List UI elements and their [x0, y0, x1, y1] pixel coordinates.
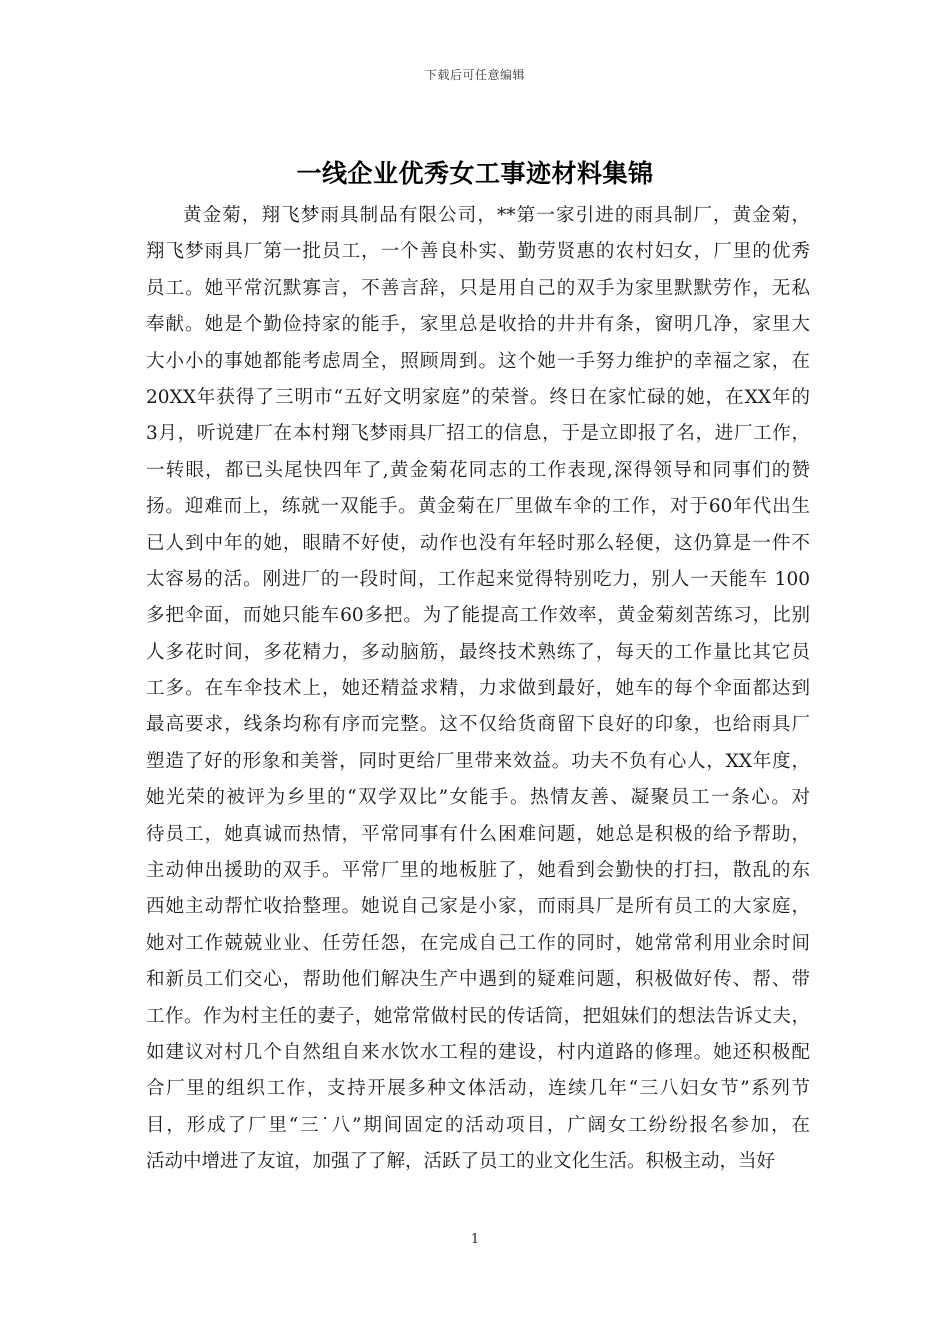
text-line: 主动伸出援助的双手。平常厂里的地板脏了，她看到会勤快的打扫，散乱的东: [146, 860, 810, 882]
text-line: 她光荣的被评为乡里的“双学双比”女能手。热情友善、凝聚员工一条心。对: [146, 787, 810, 809]
text-line: 人多花时间，多花精力，多动脑筋，最终技术熟练了，每天的工作量比其它员: [146, 641, 810, 663]
text-line: 待员工，她真诚而热情，平常同事有什么困难问题，她总是积极的给予帮助，: [146, 823, 810, 845]
text-line: 太容易的活。刚进厂的一段时间，工作起来觉得特别吃力，别人一天能车 100: [146, 568, 810, 590]
text-line: 一转眼，都已头尾快四年了,黄金菊花同志的工作表现,深得领导和同事们的赞: [146, 459, 810, 481]
document-title: 一线企业优秀女工事迹材料集锦: [296, 159, 654, 188]
text-line: 扬。迎难而上，练就一双能手。黄金菊在厂里做车伞的工作，对于60年代出生: [146, 496, 810, 518]
header-note: 下载后可任意编辑: [424, 68, 525, 82]
text-line: 3月，听说建厂在本村翔飞梦雨具厂招工的信息，于是立即报了名，进厂工作，: [146, 423, 810, 445]
text-line: 活动中增进了友谊，加强了了解，活跃了员工的业文化生活。积极主动，当好: [146, 1151, 776, 1173]
text-line: 合厂里的组织工作，支持开展多种文体活动，连续几年“三八妇女节”系列节: [146, 1078, 810, 1100]
text-line: 工作。作为村主任的妻子，她常常做村民的传话筒，把姐妹们的想法告诉丈夫，: [146, 1005, 810, 1027]
text-line: 多把伞面，而她只能车60多把。为了能提高工作效率，黄金菊刻苦练习，比别: [146, 605, 810, 627]
text-line: 目，形成了厂里“三˙八”期间固定的活动项目，广阔女工纷纷报名参加，在: [146, 1114, 810, 1136]
text-line: 如建议对村几个自然组自来水饮水工程的建设，村内道路的修理。她还积极配: [146, 1041, 810, 1063]
text-line: 工多。在车伞技术上，她还精益求精，力求做到最好，她车的每个伞面都达到: [146, 678, 810, 700]
text-line: 塑造了好的形象和美誉，同时更给厂里带来效益。功夫不负有心人，XX年度，: [146, 750, 810, 772]
text-line: 最高要求，线条均称有序而完整。这不仅给货商留下良好的印象，也给雨具厂: [146, 714, 810, 736]
page-number: 1: [470, 1232, 480, 1247]
text-line: 西她主动帮忙收拾整理。她说自己家是小家，而雨具厂是所有员工的大家庭，: [146, 896, 810, 918]
text-line: 已人到中年的她，眼睛不好使，动作也没有年轻时那么轻便，这仍算是一件不: [146, 532, 810, 554]
text-line: 翔飞梦雨具厂第一批员工，一个善良朴实、勤劳贤惠的农村妇女，厂里的优秀: [146, 241, 810, 263]
text-line: 员工。她平常沉默寡言，不善言辞，只是用自己的双手为家里默默劳作，无私: [146, 277, 810, 299]
text-line: 和新员工们交心，帮助他们解决生产中遇到的疑难问题，积极做好传、帮、带: [146, 969, 810, 991]
text-line: 20XX年获得了三明市“五好文明家庭”的荣誉。终日在家忙碌的她，在XX年的: [146, 386, 810, 408]
body-text: [146, 198, 810, 1181]
text-line: 她对工作兢兢业业、任劳任怨，在完成自己工作的同时，她常常利用业余时间: [146, 932, 810, 954]
text-line: 大小小的事她都能考虑周全，照顾周到。这个她一手努力维护的幸福之家，在: [146, 350, 810, 372]
text-line: 黄金菊，翔飞梦雨具制品有限公司，**第一家引进的雨具制厂，黄金菊，: [183, 205, 810, 226]
text-line: 奉献。她是个勤俭持家的能手，家里总是收拾的井井有条，窗明几净，家里大: [146, 314, 810, 336]
